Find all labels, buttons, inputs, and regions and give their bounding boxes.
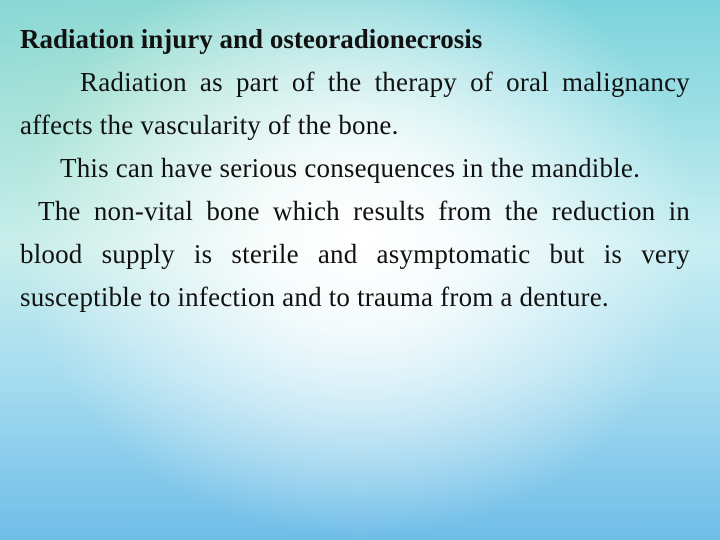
paragraph-mandible-consequences: This can have serious consequences in the mandible. xyxy=(60,153,641,183)
slide-heading: Radiation injury and osteoradionecrosis xyxy=(20,24,483,54)
paragraph-radiation-vascularity: Radiation as part of the therapy of oral malignancy affects the vascularity of the bone. xyxy=(20,67,690,140)
paragraph-non-vital-bone: The non-vital bone which results from the reduction in blood supply is sterile and asymptomatic but is very susceptible to infection and to trauma from a denture. xyxy=(20,196,690,312)
slide-text-body xyxy=(20,18,690,319)
